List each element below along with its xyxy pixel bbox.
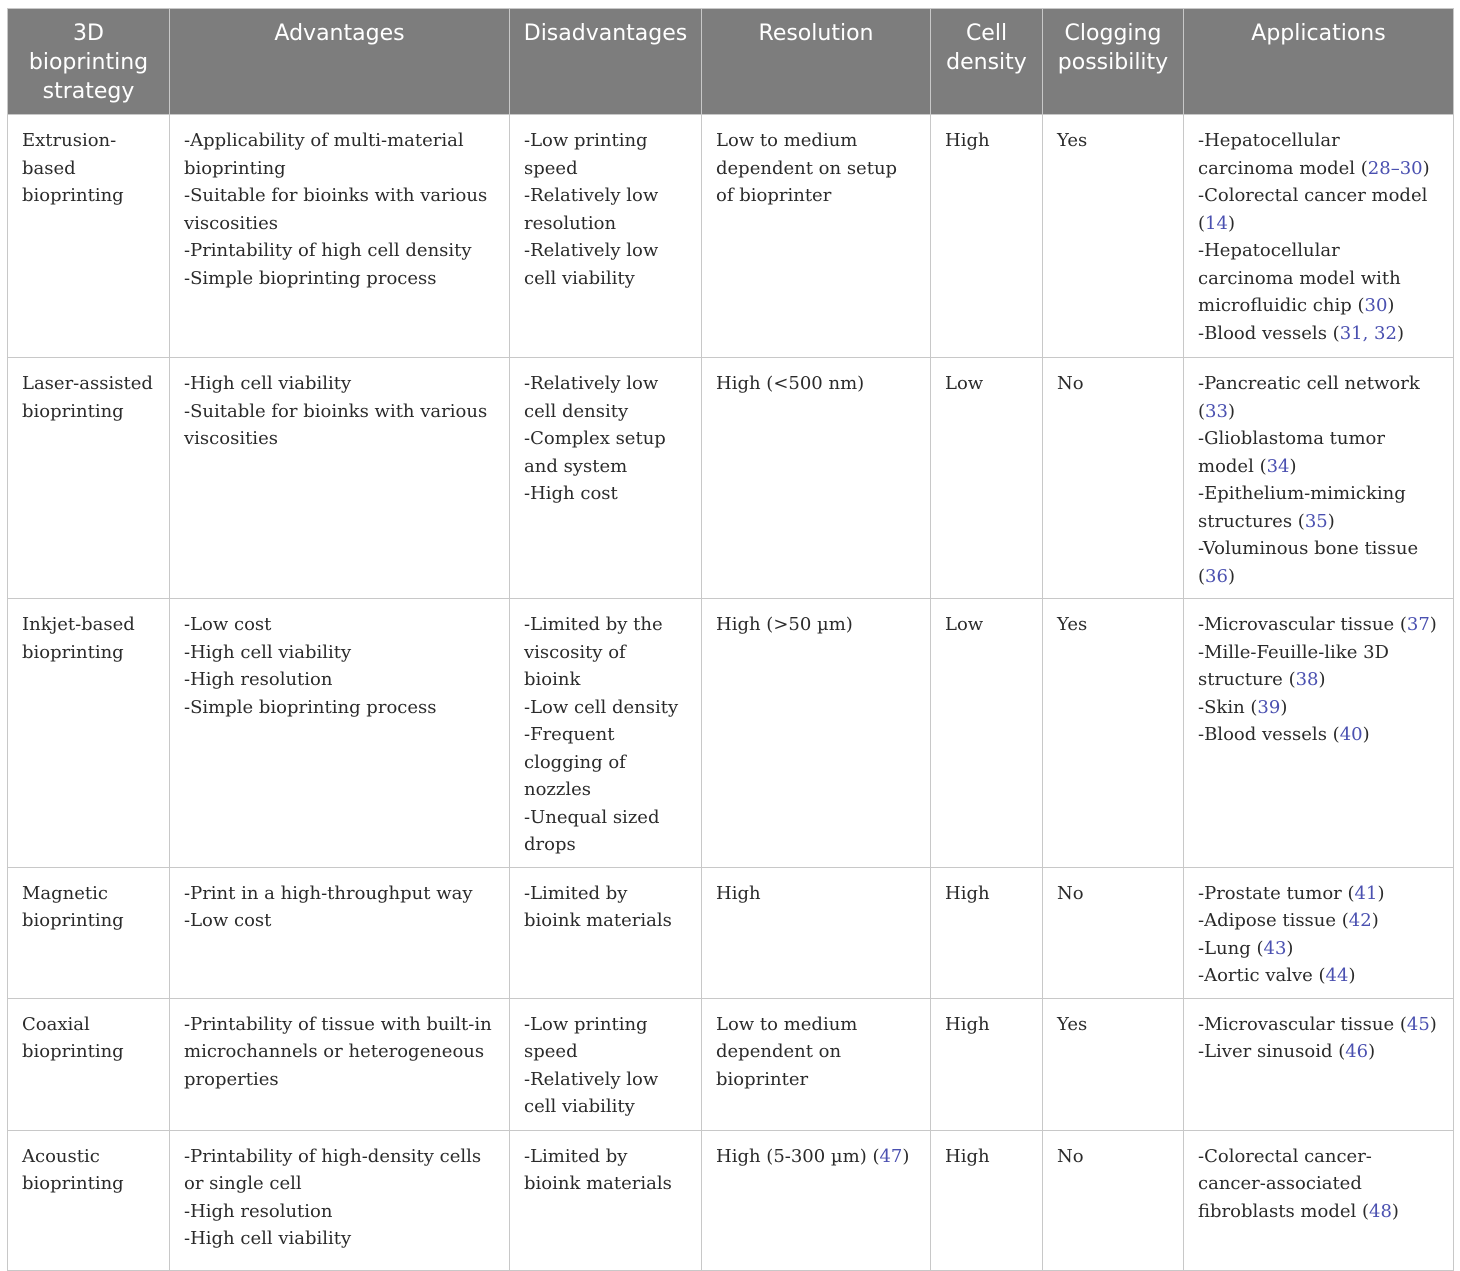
advantage-item: -Printability of high-density cells or single cell [184, 1145, 482, 1194]
application-text: -Prostate tumor [1198, 882, 1342, 904]
applications-cell [1184, 867, 1454, 998]
header-advantages: Advantages [170, 9, 510, 115]
application-text: -Mille-Feuille-like 3D structure [1198, 641, 1389, 690]
advantage-item: -Low cost [184, 614, 272, 635]
disadvantages-cell [510, 358, 702, 599]
application-text: -Aortic valve [1198, 965, 1313, 986]
reference-link[interactable]: 14 [1205, 212, 1228, 234]
header-disadvantages: Disadvantages [510, 9, 702, 115]
strategy-cell [8, 1130, 170, 1270]
reference-link[interactable]: 41 [1354, 882, 1378, 904]
advantages-cell [170, 115, 510, 358]
advantage-item: -High cell viability [184, 641, 352, 663]
header-clogging: Clogging possibility [1043, 9, 1184, 115]
resolution-value: Low to medium dependent on bioprinter [716, 1013, 858, 1090]
disadvantage-item: -Low cell density [524, 696, 679, 718]
strategy-name: Coaxial bioprinting [22, 1013, 124, 1062]
cell-density-cell [931, 599, 1043, 868]
application-item: -Lung (43) [1198, 937, 1294, 959]
cell-density-value: High [945, 1013, 990, 1035]
disadvantage-item: -High cost [524, 483, 618, 504]
application-text: -Voluminous bone tissue [1198, 538, 1419, 559]
disadvantages-cell [510, 115, 702, 358]
disadvantage-item: -Low printing speed [524, 130, 648, 179]
advantage-item: -Suitable for bioinks with various viscosities [184, 185, 488, 234]
cell-density-cell [931, 1130, 1043, 1270]
clogging-cell [1043, 599, 1184, 868]
application-item: -Prostate tumor (41) [1198, 882, 1385, 904]
clogging-cell [1043, 115, 1184, 358]
reference-link[interactable]: 47 [879, 1145, 903, 1167]
clogging-value: Yes [1057, 130, 1088, 151]
application-item: -Hepatocellular carcinoma model with microfluidic chip (30) [1198, 240, 1401, 316]
strategy-cell [8, 998, 170, 1130]
resolution-value: High (>50 µm) [716, 614, 853, 635]
clogging-value: No [1057, 1145, 1084, 1167]
cell-density-cell [931, 115, 1043, 358]
disadvantage-item: -Frequent clogging of nozzles [524, 724, 626, 800]
reference-link[interactable]: 39 [1257, 696, 1281, 718]
disadvantage-item: -Relatively low cell viability [524, 240, 659, 289]
application-item: -Blood vessels (31, 32) [1198, 322, 1404, 344]
reference-link[interactable]: 36 [1205, 565, 1228, 587]
reference-link[interactable]: 48 [1369, 1200, 1392, 1222]
application-text: -Hepatocellular carcinoma model [1198, 130, 1356, 179]
reference-link[interactable]: 38 [1295, 669, 1319, 690]
advantage-item: -Simple bioprinting process [184, 267, 437, 289]
resolution-cell [702, 599, 931, 868]
reference-link[interactable]: 43 [1263, 937, 1287, 959]
strategy-name: Magnetic bioprinting [22, 882, 124, 931]
clogging-cell [1043, 867, 1184, 998]
resolution-cell [702, 867, 931, 998]
advantages-cell [170, 867, 510, 998]
table-row [8, 599, 1454, 868]
application-item: -Voluminous bone tissue (36) [1198, 538, 1419, 587]
application-text: -Microvascular tissue [1198, 1013, 1395, 1035]
strategy-name: Inkjet-based bioprinting [22, 614, 135, 663]
application-text: -Blood vessels [1198, 724, 1327, 745]
disadvantage-item: -Relatively low cell density [524, 373, 659, 422]
disadvantages-cell [510, 1130, 702, 1270]
reference-link[interactable]: 40 [1339, 724, 1363, 745]
advantage-item: -Simple bioprinting process [184, 696, 437, 718]
header-cell-density: Cell density [931, 9, 1043, 115]
application-text: -Glioblastoma tumor model [1198, 428, 1385, 477]
application-item: -Liver sinusoid (46) [1198, 1041, 1376, 1062]
strategy-name: Extrusion-based bioprinting [22, 130, 124, 206]
application-item: -Microvascular tissue (37) [1198, 614, 1437, 635]
advantage-item: -High cell viability [184, 1228, 352, 1249]
application-text: -Lung [1198, 937, 1251, 959]
reference-link[interactable]: 33 [1205, 400, 1228, 422]
disadvantage-item: -Relatively low cell viability [524, 1068, 659, 1117]
application-item: -Epithelium-mimicking structures (35) [1198, 483, 1406, 532]
advantage-item: -Print in a high-throughput way [184, 882, 473, 904]
resolution-cell: High (5-300 µm) (47) [702, 1130, 931, 1270]
application-text: -Hepatocellular carcinoma model with microfluidic chip [1198, 240, 1401, 316]
application-item: -Pancreatic cell network (33) [1198, 373, 1420, 422]
header-applications: Applications [1184, 9, 1454, 115]
application-text: -Adipose tissue [1198, 910, 1337, 931]
cell-density-value: Low [945, 373, 984, 394]
resolution-cell [702, 998, 931, 1130]
reference-link[interactable]: 46 [1345, 1041, 1369, 1062]
application-text: -Pancreatic cell network [1198, 373, 1420, 394]
strategy-cell [8, 599, 170, 868]
reference-link[interactable]: 34 [1266, 455, 1290, 477]
strategy-name: Laser-assisted bioprinting [22, 373, 153, 422]
resolution-value: High [716, 882, 761, 904]
clogging-value: No [1057, 882, 1084, 904]
application-item: -Mille-Feuille-like 3D structure (38) [1198, 641, 1389, 690]
resolution-cell [702, 358, 931, 599]
resolution-cell [702, 115, 931, 358]
strategy-cell [8, 867, 170, 998]
clogging-value: Yes [1057, 1013, 1088, 1035]
applications-cell [1184, 115, 1454, 358]
cell-density-value: Low [945, 614, 984, 635]
applications-cell [1184, 599, 1454, 868]
table-body [8, 115, 1454, 1271]
clogging-cell [1043, 358, 1184, 599]
application-item: -Aortic valve (44) [1198, 965, 1356, 986]
clogging-cell [1043, 998, 1184, 1130]
disadvantage-item: -Complex setup and system [524, 428, 666, 477]
application-item: -Colorectal cancer-cancer-associated fibroblasts model (48) [1198, 1145, 1399, 1222]
table-row [8, 998, 1454, 1130]
reference-link[interactable]: 30 [1364, 295, 1388, 316]
bioprinting-comparison-table [7, 8, 1454, 1271]
reference-link[interactable]: 44 [1325, 965, 1349, 986]
applications-cell [1184, 358, 1454, 599]
strategy-cell [8, 115, 170, 358]
advantage-item: -Applicability of multi-material bioprinting [184, 130, 464, 179]
table-row [8, 867, 1454, 998]
disadvantage-item: -Low printing speed [524, 1013, 648, 1062]
application-text: -Epithelium-mimicking structures [1198, 483, 1406, 532]
advantage-item: -High resolution [184, 1200, 333, 1222]
advantage-item: -Printability of tissue with built-in microchannels or heterogeneous properties [184, 1013, 492, 1090]
disadvantages-cell [510, 998, 702, 1130]
cell-density-value: High [945, 1145, 990, 1167]
application-text: -Colorectal cancer-cancer-associated fibroblasts model [1198, 1145, 1372, 1222]
application-item: -Adipose tissue (42) [1198, 910, 1379, 931]
reference-link[interactable]: 45 [1406, 1013, 1430, 1035]
advantages-cell [170, 998, 510, 1130]
advantages-cell [170, 599, 510, 868]
cell-density-cell [931, 358, 1043, 599]
resolution-value: High (5-300 µm) [716, 1145, 867, 1167]
reference-link[interactable]: 37 [1406, 614, 1430, 635]
table-row [8, 358, 1454, 599]
application-item: -Blood vessels (40) [1198, 724, 1370, 745]
application-item: -Microvascular tissue (45) [1198, 1013, 1437, 1035]
reference-link[interactable]: 35 [1304, 510, 1328, 532]
application-item: -Glioblastoma tumor model (34) [1198, 428, 1385, 477]
application-text: -Liver sinusoid [1198, 1041, 1333, 1062]
applications-cell [1184, 998, 1454, 1130]
advantage-item: -High resolution [184, 669, 333, 690]
disadvantages-cell [510, 599, 702, 868]
application-text: -Colorectal cancer model [1198, 185, 1428, 206]
application-text: -Blood vessels [1198, 322, 1327, 344]
clogging-cell [1043, 1130, 1184, 1270]
cell-density-value: High [945, 130, 990, 151]
disadvantage-item: -Limited by bioink materials [524, 882, 672, 931]
advantages-cell [170, 1130, 510, 1270]
strategy-cell [8, 358, 170, 599]
reference-link[interactable]: 42 [1348, 910, 1372, 931]
disadvantage-item: -Relatively low resolution [524, 185, 659, 234]
application-text: -Microvascular tissue [1198, 614, 1395, 635]
applications-cell [1184, 1130, 1454, 1270]
clogging-value: No [1057, 373, 1084, 394]
advantage-item: -Suitable for bioinks with various viscosities [184, 400, 488, 449]
advantage-item: -High cell viability [184, 373, 352, 394]
header-resolution: Resolution [702, 9, 931, 115]
application-text: -Skin [1198, 696, 1245, 718]
disadvantage-item: -Limited by the viscosity of bioink [524, 614, 663, 690]
reference-link[interactable]: 28–30 [1367, 157, 1423, 179]
clogging-value: Yes [1057, 614, 1088, 635]
strategy-name: Acoustic bioprinting [22, 1145, 124, 1194]
table-row [8, 115, 1454, 358]
table-header-row [8, 9, 1454, 115]
cell-density-cell [931, 867, 1043, 998]
application-item: -Hepatocellular carcinoma model (28–30) [1198, 130, 1430, 179]
cell-density-cell [931, 998, 1043, 1130]
resolution-value: High (<500 nm) [716, 373, 865, 394]
application-item: -Colorectal cancer model (14) [1198, 185, 1428, 234]
advantages-cell [170, 358, 510, 599]
application-item: -Skin (39) [1198, 696, 1288, 718]
cell-density-value: High [945, 882, 990, 904]
disadvantage-item: -Unequal sized drops [524, 806, 660, 855]
table-row [8, 1130, 1454, 1270]
advantage-item: -Low cost [184, 910, 272, 931]
disadvantages-cell [510, 867, 702, 998]
reference-link[interactable]: 31, 32 [1339, 322, 1397, 344]
advantage-item: -Printability of high cell density [184, 240, 472, 261]
header-strategy: 3D bioprinting strategy [8, 9, 170, 115]
resolution-value: Low to medium dependent on setup of bioprinter [716, 130, 898, 206]
disadvantage-item: -Limited by bioink materials [524, 1145, 672, 1194]
